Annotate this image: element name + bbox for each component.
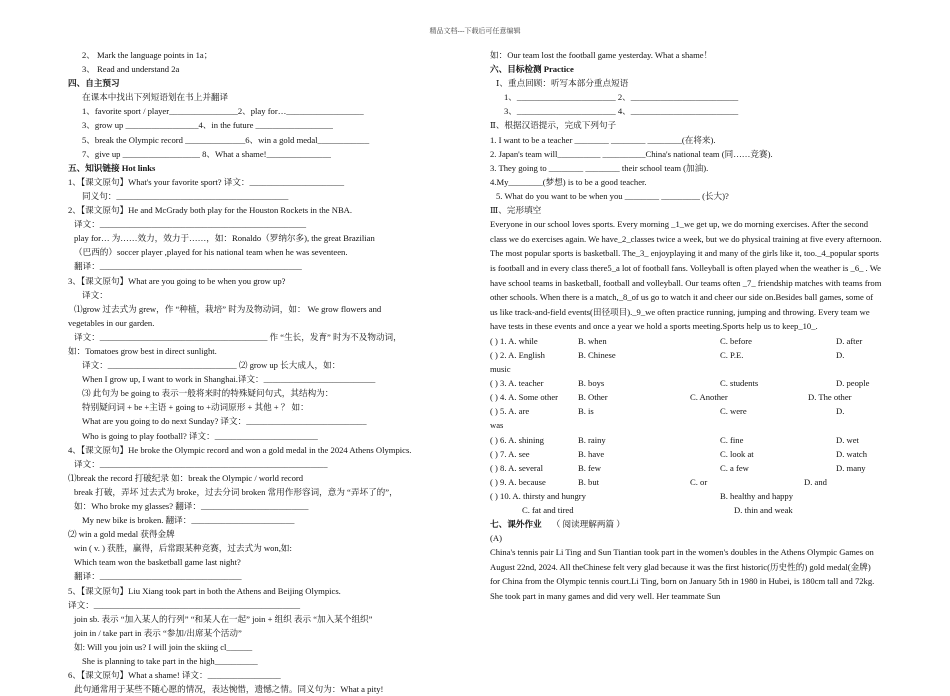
text-line: 译文： — [82, 289, 108, 300]
text-line: 译文：________________________________________________ — [74, 219, 307, 230]
option-b: B. Other — [578, 392, 608, 403]
option-a: ( ) 1. A. while — [490, 335, 538, 346]
option-c: C. fine — [720, 434, 744, 445]
text-line: 如：Who broke my glasses? 翻译：_________________________ — [74, 501, 309, 511]
option-b: B. boys — [578, 378, 605, 389]
text-line: When I grow up, I want to work in Shanghai.译文：__________________________ — [82, 374, 376, 385]
text-line: 3、_______________________ 4、_________________________ — [504, 106, 739, 117]
option-wrap: music — [490, 364, 511, 375]
option-a: ( ) 5. A. are — [490, 406, 530, 417]
option-c: C. students — [720, 378, 759, 389]
text-line: Which team won the basketball game last night? — [74, 557, 241, 568]
option-a: ( ) 9. A. because — [490, 476, 546, 487]
text-line: 2、 Mark the language points in 1a； — [82, 50, 213, 60]
option-d: D. wet — [836, 434, 859, 445]
text-line: 5. What do you want to be when you ________ _________ (长大)? — [496, 190, 729, 201]
text-line: 翻译：_________________________________ — [74, 571, 242, 582]
option-d: D. and — [804, 476, 827, 487]
text-line: Ⅲ、完形填空 — [490, 205, 542, 216]
text-line: 5、【课文原句】Liu Xiang took part in both the Athens and Beijing Olympics. — [68, 585, 341, 596]
text-line: 译文：________________________________________________ — [68, 599, 301, 610]
text-line: 2. Japan's team will__________ __________China's national team (同……竞赛). — [490, 148, 773, 159]
option-c: C. P.E. — [720, 349, 744, 360]
text-line: 1、_______________________ 2、_________________________ — [504, 92, 739, 103]
text-line: 6、【课文原句】What a shame! 译文：_________________ — [68, 670, 281, 681]
section-heading: 六、目标检测 Practice — [490, 64, 574, 75]
text-line: 1、favorite sport / player________________2、play for…__________________ — [82, 106, 364, 117]
text-line: What are you going to do next Sunday? 译文：____________________________ — [82, 416, 367, 427]
text-line: join in / take part in 表示 “参加/出席某个活动” — [74, 627, 242, 638]
option-a: ( ) 6. A. shining — [490, 434, 544, 445]
right-column — [490, 48, 882, 604]
option-d: D. watch — [836, 448, 868, 459]
option-b: B. when — [578, 335, 607, 346]
option-a: ( ) 4. A. Some other — [490, 392, 559, 403]
option-a: ( ) 2. A. English — [490, 349, 545, 360]
text-line: join sb. 表示 “加入某人的行列” “和某人在一起” join + 组织 表示 “加入某个组织” — [74, 613, 373, 624]
text-line: ⑴break the record 打破纪录 如：break the Olympic / world record — [68, 472, 304, 483]
option-c: C. or — [690, 476, 708, 487]
text-line: 译文：_____________________________________________________ — [74, 458, 328, 469]
option-b: B. have — [578, 448, 605, 459]
option-row — [490, 503, 882, 517]
option-d: D. many — [836, 462, 866, 473]
option-d: D. thin and weak — [734, 505, 793, 515]
text-line: 4、【课文原句】He broke the Olympic record and won a gold medal in the 2024 Athens Olympics. — [68, 444, 412, 455]
text-line: 同义句：________________________________________ — [82, 190, 289, 201]
option-row — [490, 461, 882, 475]
option-c: C. were — [720, 406, 747, 417]
homework-title: 七、课外作业 — [490, 519, 542, 530]
section-heading: 四、自主预习 — [68, 78, 120, 89]
left-column — [68, 48, 470, 696]
text-line: 2、【课文原句】He and McGrady both play for the Houston Rockets in the NBA. — [68, 205, 353, 216]
option-a: ( ) 7. A. see — [490, 448, 530, 459]
text-line: 3、【课文原句】What are you going to be when you grow up? — [68, 275, 286, 286]
option-c: C. fat and tired — [522, 505, 574, 515]
text-line: 此句通常用于某些不随心愿的情况，表达惋惜，遗憾之情。同义句为：What a pity! — [74, 684, 384, 695]
text-line: 在课本中找出下列短语划在书上并翻译 — [82, 92, 229, 103]
option-b: B. healthy and happy — [720, 490, 794, 501]
text-line: 译文：_______________________________________ 作 “生长，发育” 时为不及物动词， — [74, 331, 402, 342]
reading-label: (A) — [490, 533, 502, 544]
cloze-passage: Everyone in our school loves sports. Every morning _1_we get up, we do morning exercises. After the second class we do exercises again. We have_2_classes twice a week, but we do physical training at five every afternoon. The most popular sports is basketball. The_3_ enjoyplaying it and many of the girls like it, too._4_popular sports is football and in every class there5_a lot of football fans. Volleyball is often played when the weather is _6_ . We have school teams in basketball, football and volleyball. Our teams often _7_ friendship matches with teams from other schools. When there is a match,_8_of us go to watch it and cheer our side on.Besides ball games, some of us like track-and-field events(田径项目)._9_we often practice running, jumping and throwing. Every team we have tests in these events and once a year we hold a sports meeting.Sports help us to keep_10_. — [490, 219, 882, 332]
text-line: ⑶ 此句为 be going to 表示一般将来时的特殊疑问句式，其结构为： — [82, 388, 334, 399]
option-row — [490, 447, 882, 461]
text-line: vegetables in our garden. — [68, 317, 155, 328]
text-line: 7、give up __________________ 8、What a shame!_______________ — [82, 148, 331, 159]
text-line: Ⅱ、根据汉语提示，完成下列句子 — [490, 120, 617, 131]
text-line: Ⅰ、重点回顾：听写本部分重点短语 — [496, 78, 629, 89]
text-line: My new bike is broken. 翻译：________________________ — [82, 515, 295, 526]
option-a: ( ) 8. A. several — [490, 462, 543, 473]
text-line: 如：Tomatoes grow best in direct sunlight. — [68, 345, 217, 356]
text-line: 译文：______________________________ ⑵ grow up 长大成人，如： — [82, 360, 341, 371]
text-line: 5、break the Olympic record ______________6、win a gold medal____________ — [82, 134, 370, 145]
text-line: 4.My________(梦想) is to be a good teacher. — [490, 176, 647, 187]
text-line: She is planning to take part in the high__________ — [82, 656, 258, 667]
text-line: 如：Our team lost the football game yesterday. What a shame！ — [490, 50, 713, 60]
text-line: 3、grow up _________________4、in the future __________________ — [82, 120, 333, 131]
text-line: ⑵ win a gold medal 获得金牌 — [68, 529, 175, 540]
option-c: C. a few — [720, 462, 749, 473]
option-b: B. Chinese — [578, 349, 616, 360]
option-d: D. after — [836, 335, 863, 346]
option-b: B. but — [578, 476, 600, 487]
option-wrap: was — [490, 420, 504, 431]
option-row — [490, 433, 882, 447]
text-line: 如: Will you join us? I will join the skiing cl______ — [74, 641, 253, 652]
option-b: B. few — [578, 462, 601, 473]
text-line: 3、 Read and understand 2a — [82, 64, 180, 75]
option-a: ( ) 10. A. thirsty and hungry — [490, 490, 586, 501]
text-line: break 打破，弄坏 过去式为 broke，过去分词 broken 常用作形容词，意为 “弄坏了的”， — [74, 486, 398, 497]
text-line: play for… 为……效力，效力于……，如：Ronaldo（罗纳尔多), the great Brazilian — [74, 233, 375, 244]
option-row — [490, 348, 882, 362]
text-line: （巴西的）soccer player ,played for his national team when he was seventeen. — [74, 247, 348, 258]
text-line: 3. They going to ________ ________ their school team (加油). — [490, 162, 709, 173]
text-line: win ( v. ) 获胜，赢得，后常跟某种竞赛，过去式为 won,如: — [74, 543, 292, 554]
option-d: D. — [836, 406, 845, 417]
reading-passage: China's tennis pair Li Ting and Sun Tiantian took part in the women's doubles in the Athens Olympic Games on August 22nd, 2024. All theChinese felt very glad because it was the first historic(历史性的) gold medal(金牌) for China from the Olympic tennis court.Li Ting, born on January 5th in 1980 in Hubei, is 180cm tall and 72kg. She took part in many games and did very well. Her teammate Sun — [490, 547, 875, 602]
option-row — [490, 390, 882, 404]
text-line: ⑴grow 过去式为 grew，作 “种植，栽培” 时为及物动词，如： We grow flowers and — [74, 303, 382, 314]
option-d: D. The other — [808, 392, 852, 403]
option-c: C. Another — [690, 392, 728, 403]
option-b: B. is — [578, 406, 594, 417]
text-line: 1、【课文原句】What's your favorite sport? 译文：______________________ — [68, 176, 345, 187]
homework-heading — [490, 517, 882, 531]
option-row — [490, 475, 882, 489]
text-line: 1. I want to be a teacher ________ ________ ________(在将来). — [490, 134, 716, 145]
option-d: D. — [836, 349, 845, 360]
option-d: D. people — [836, 378, 870, 389]
option-c: C. look at — [720, 448, 754, 459]
option-row — [490, 376, 882, 390]
homework-note: （ 阅读理解两篇 ） — [551, 519, 625, 530]
text-line: Who is going to play football? 译文：________________________ — [82, 430, 318, 441]
section-heading: 五、知识链接 Hot links — [68, 162, 156, 173]
option-b: B. rainy — [578, 434, 606, 445]
option-row — [490, 334, 882, 348]
text-line: 特别疑问词 + be +主语 + going to +动词原形 + 其他 + ？ 如： — [82, 402, 309, 413]
cloze-options — [490, 334, 882, 517]
text-line: 翻译：_______________________________________________ — [74, 261, 302, 272]
option-c: C. before — [720, 335, 752, 346]
option-row — [490, 489, 882, 503]
option-row — [490, 404, 882, 418]
option-a: ( ) 3. A. teacher — [490, 378, 544, 389]
page-header: 精品文档---下载后可任意编辑 — [429, 27, 521, 35]
